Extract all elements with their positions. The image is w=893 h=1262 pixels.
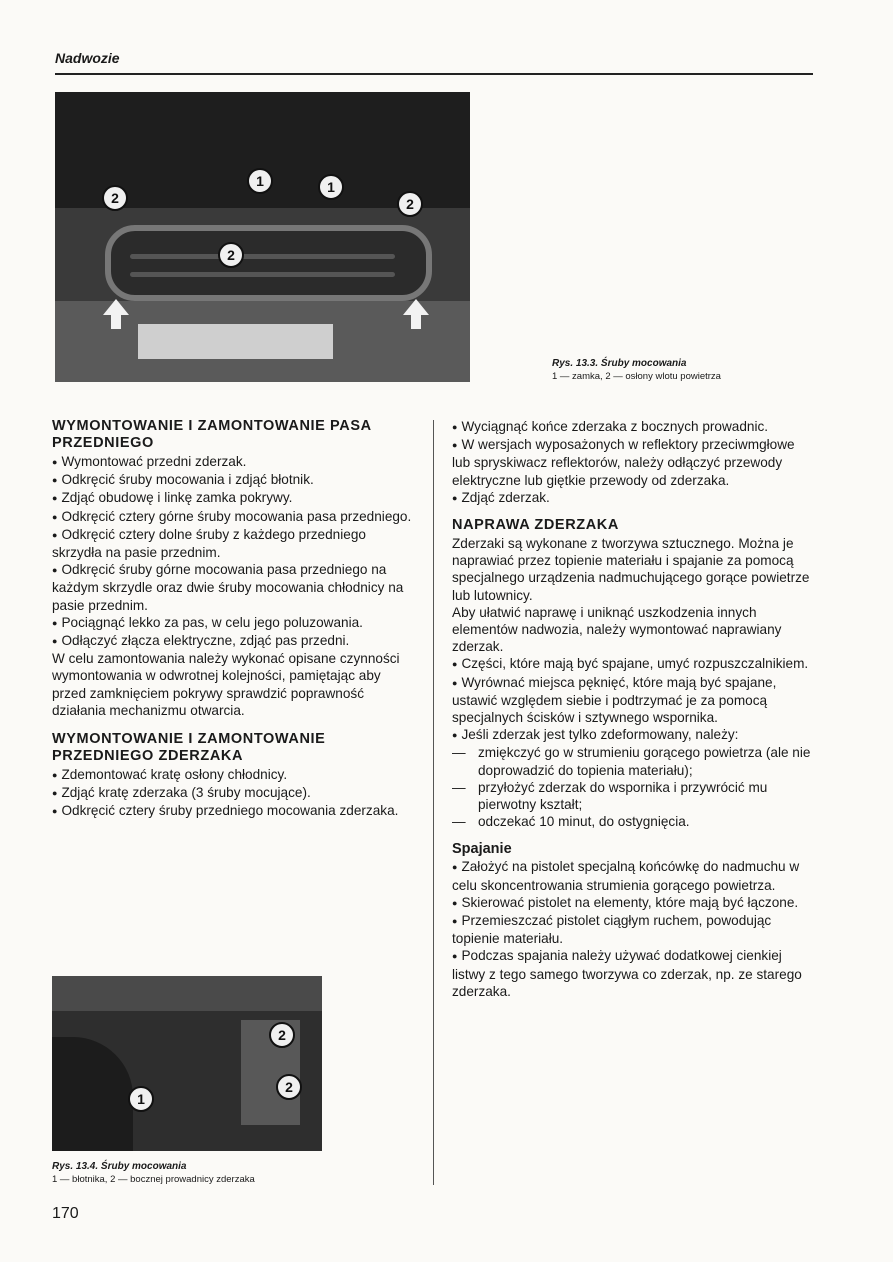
paragraph: ● Odkręcić cztery górne śruby mocowania pasa przedniego. <box>52 508 412 526</box>
paragraph: ● Zdemontować kratę osłony chłodnicy. <box>52 766 412 784</box>
paragraph: ● Odłączyć złącza elektryczne, zdjąć pas przedni. <box>52 632 412 650</box>
dash-item: — przyłożyć zderzak do wspornika i przywrócić mu pierwotny kształt; <box>452 779 768 813</box>
dash-item-text: zmiękczyć go w strumieniu gorącego powietrza (ale nie doprowadzić do topienia materiału); <box>478 745 811 778</box>
paragraph: ● Odkręcić cztery dolne śruby z każdego przedniego skrzydła na pasie przednim. <box>52 526 412 561</box>
column-divider <box>433 420 434 1185</box>
dash-item-text: przyłożyć zderzak do wspornika i przywrócić mu pierwotny kształt; <box>478 779 768 813</box>
heading-naprawa: NAPRAWA ZDERZAKA <box>452 517 619 534</box>
callout-1: 1 <box>128 1086 154 1112</box>
figure-13-4-photo <box>52 976 322 1151</box>
paragraph: ● Zdjąć kratę zderzaka (3 śruby mocujące). <box>52 784 412 802</box>
paragraph: ● Zdjąć obudowę i linkę zamka pokrywy. <box>52 489 412 507</box>
paragraph: ● Założyć na pistolet specjalną końcówkę do nadmuchu w celu skoncentrowania strumienia gorącego powietrza. <box>452 858 814 893</box>
paragraph: ● W wersjach wyposażonych w reflektory przeciwmgłowe lub spryskiwacz reflektorów, należy odłączyć przewody elektryczne lub giętkie przewody od zderzaka. <box>452 436 814 489</box>
left-column <box>52 418 412 821</box>
caption-text: 1 — zamka, 2 — osłony wlotu powietrza <box>552 371 721 382</box>
callout-2: 2 <box>269 1022 295 1048</box>
paragraph: ● Pociągnąć lekko za pas, w celu jego poluzowania. <box>52 614 412 632</box>
callout-1: 1 <box>318 174 344 200</box>
figure-13-4-caption <box>52 1160 382 1186</box>
paragraph: W celu zamontowania należy wykonać opisane czynności wymontowania w odwrotnej kolejności, pamiętając aby przed zamknięciem pokrywy sprawdzić poprawność działania mechanizmu otwarcia. <box>52 651 400 718</box>
paragraph: ● Przemieszczać pistolet ciągłym ruchem, powodując topienie materiału. <box>452 912 814 947</box>
header-rule <box>55 73 813 75</box>
paragraph: ● Odkręcić śruby mocowania i zdjąć błotnik. <box>52 471 412 489</box>
arrow-stem <box>111 315 121 329</box>
paragraph: ● Jeśli zderzak jest tylko zdeformowany, należy: <box>452 726 814 744</box>
paragraph: ● Odkręcić śruby górne mocowania pasa przedniego na każdym skrzydle oraz dwie śruby mocowania chłodnicy na pasie przednim. <box>52 561 412 614</box>
section-title: Nadwozie <box>55 50 120 66</box>
caption-title: Rys. 13.4. Śruby mocowania <box>52 1161 187 1172</box>
paragraph: ● Zdjąć zderzak. <box>452 489 814 507</box>
paragraph: ● Odkręcić cztery śruby przedniego mocowania zderzaka. <box>52 802 412 820</box>
heading-spajanie: Spajanie <box>452 841 512 858</box>
paragraph: ● Podczas spajania należy używać dodatkowej cienkiej listwy z tego samego tworzywa co zderzak, np. ze starego zderzaka. <box>452 947 814 1000</box>
right-column <box>452 418 814 1000</box>
paragraph: ● Wyrównać miejsca pęknięć, które mają być spajane, ustawić względem siebie i podtrzymać je za pomocą specjalnych ścisków i sztywnego wspornika. <box>452 674 814 727</box>
paragraph: Aby ułatwić naprawę i uniknąć uszkodzenia innych elementów nadwozia, należy wymontować naprawiany zderzak. <box>452 604 782 655</box>
figure-13-3-photo <box>55 92 470 382</box>
paragraph: ● Wyciągnąć końce zderzaka z bocznych prowadnic. <box>452 418 814 436</box>
arrow-up-icon <box>103 299 129 315</box>
caption-title: Rys. 13.3. Śruby mocowania <box>552 358 687 369</box>
arrow-stem <box>411 315 421 329</box>
callout-2: 2 <box>102 185 128 211</box>
paragraph: ● Części, które mają być spajane, umyć rozpuszczalnikiem. <box>452 655 814 673</box>
caption-text: 1 — błotnika, 2 — bocznej prowadnicy zderzaka <box>52 1174 255 1185</box>
heading-zderzak: WYMONTOWANIE I ZAMONTOWANIE PRZEDNIEGO ZDERZAKA <box>52 731 326 765</box>
callout-1: 1 <box>247 168 273 194</box>
dash-item-text: odczekać 10 minut, do ostygnięcia. <box>478 814 690 830</box>
figure-13-3-caption <box>552 357 822 383</box>
callout-2: 2 <box>397 191 423 217</box>
paragraph: ● Skierować pistolet na elementy, które mają być łączone. <box>452 894 814 912</box>
arrow-up-icon <box>403 299 429 315</box>
page-number: 170 <box>52 1205 79 1222</box>
dash-item: — odczekać 10 minut, do ostygnięcia. <box>452 814 690 830</box>
callout-2: 2 <box>218 242 244 268</box>
dash-item: — zmiękczyć go w strumieniu gorącego powietrza (ale nie doprowadzić do topienia materiału); <box>452 745 811 778</box>
callout-2: 2 <box>276 1074 302 1100</box>
paragraph: Zderzaki są wykonane z tworzywa sztucznego. Można je naprawiać przez topienie materiału i spajanie za pomocą specjalnego urządzenia nadmuchującego gorące powietrze lub lutownicy. <box>452 536 810 603</box>
paragraph: ● Wymontować przedni zderzak. <box>52 453 412 471</box>
heading-pas-przedni: WYMONTOWANIE I ZAMONTOWANIE PASA PRZEDNIEGO <box>52 418 372 451</box>
